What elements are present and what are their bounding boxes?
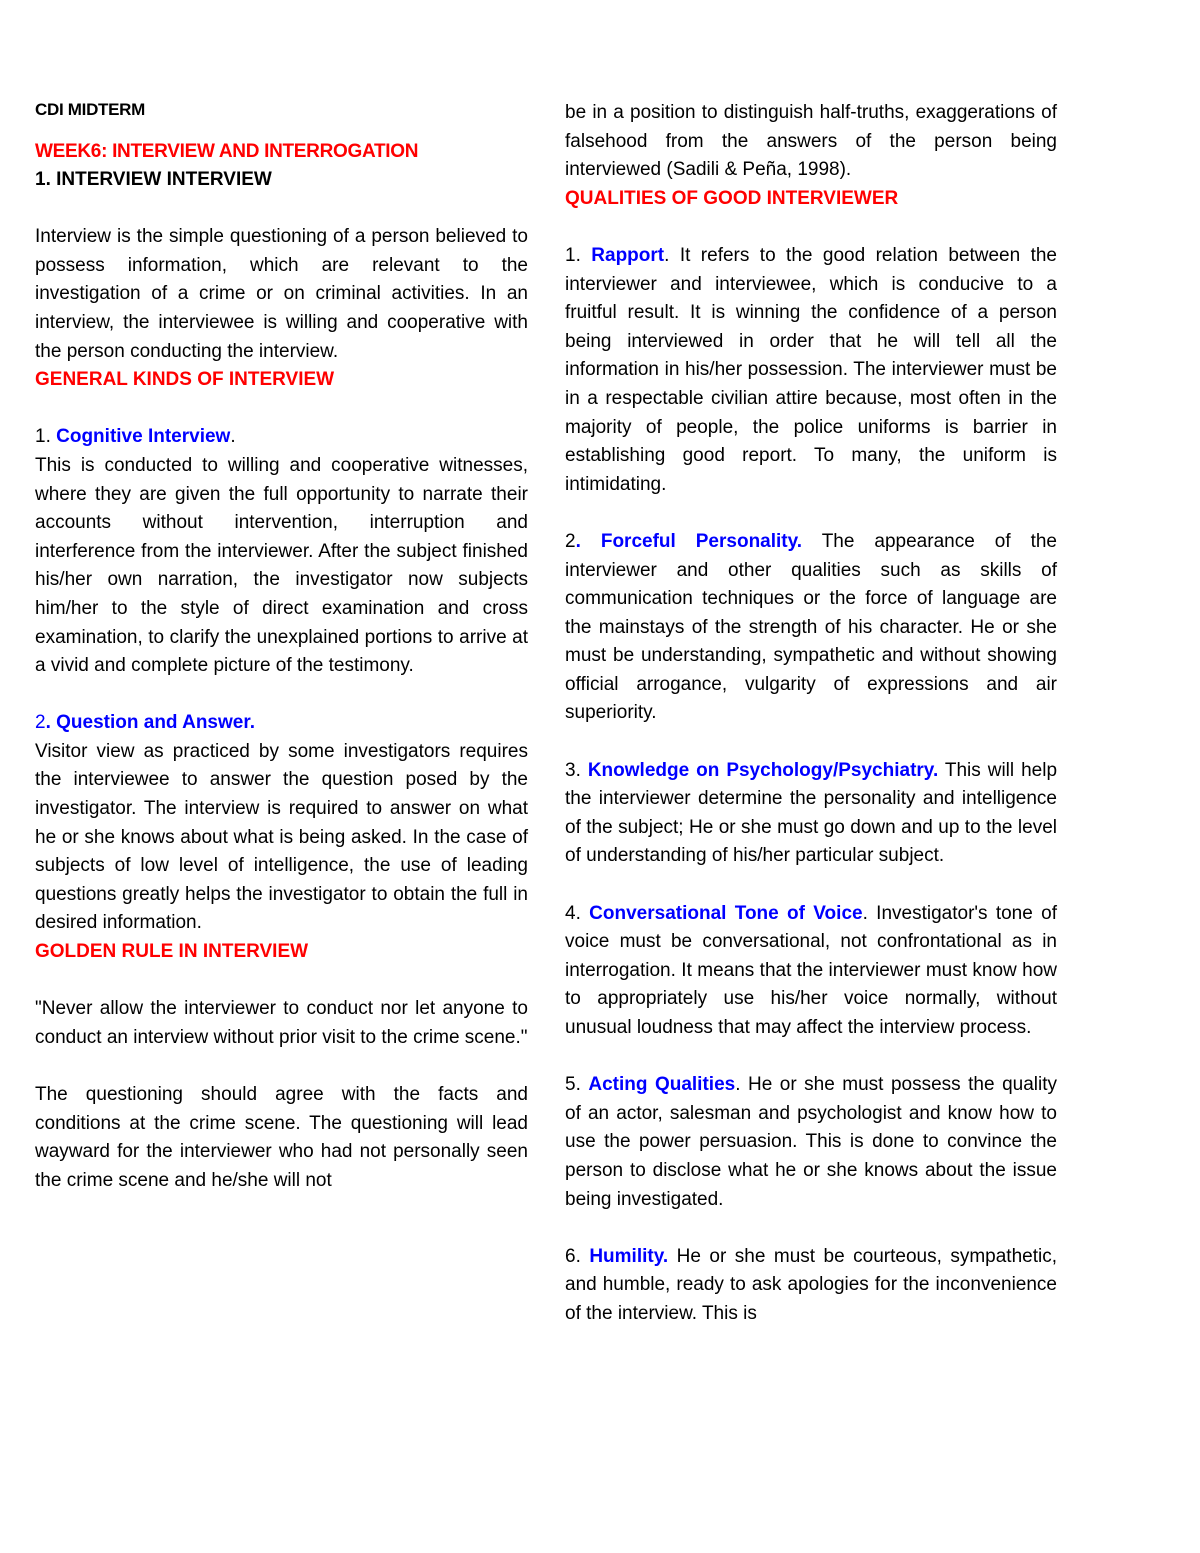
kind2-term: . Question and Answer. (45, 712, 255, 734)
right-column (565, 99, 1057, 1329)
intro-paragraph: Interview is the simple questioning of a person believed to possess information, which are relevant to the investigation of a crime or on criminal activities. In an interview, the interviewee is willing and cooperative with the person conducting the interview. (35, 226, 528, 362)
kind2-title (35, 709, 528, 738)
golden-body: The questioning should agree with the facts and conditions at the crime scene. The questioning will lead wayward for the interviewer who had not personally seen the crime scene and he/she will not (35, 1084, 528, 1191)
kind1-after: . (230, 426, 236, 448)
doc-title: CDI MIDTERM (35, 100, 146, 119)
golden-heading: GOLDEN RULE IN INTERVIEW (35, 941, 309, 963)
kind1-num: 1. (35, 426, 57, 448)
left-column (35, 96, 528, 1195)
quality-term: Acting Qualities (588, 1074, 736, 1096)
kind1-term: Cognitive Interview (56, 426, 231, 448)
quality-humility: 6. Humility. He or she must be courteous, sympathetic, and humble, ready to ask apologies for the inconvenience of the interview. This is (565, 1245, 1057, 1324)
continued-paragraph: be in a position to distinguish half-truths, exaggerations of falsehood from the answers of the person being interviewed (Sadili & Peña, 1998). (565, 102, 1057, 181)
kind1-title (35, 423, 528, 452)
quality-acting-qualities: 5. Acting Qualities. He or she must possess the quality of an actor, salesman and psychologist and know how to use the power persuasion. This is done to convince the person to disclose what he or she knows about the issue being investigated. (565, 1074, 1057, 1210)
quality-term: Rapport (591, 244, 665, 266)
quality-conversational-tone: 4. Conversational Tone of Voice. Investigator's tone of voice must be conversational, not confrontational as in interrogation. It means that the interviewer must know how to appropriately use his/her voice normally, without unusual loudness that may affect the interview process. (565, 902, 1057, 1038)
kind1-body: This is conducted to willing and cooperative witnesses, where they are given the full opportunity to narrate their accounts without intervention, interruption and interference from the interviewer. After the subject finished his/her own narration, the investigator now subjects him/her to the style of direct examination and cross examination, to clarify the unexplained portions to arrive at a vivid and complete picture of the testimony. (35, 454, 528, 677)
kinds-heading: GENERAL KINDS OF INTERVIEW (35, 369, 335, 391)
quality-term: Conversational Tone of Voice (589, 902, 863, 924)
quality-forceful-personality: 2. Forceful Personality. The appearance of the interviewer and other qualities such as skills of communication techniques or the force of language are the mainstays of the strength of his character. He or she must be understanding, sympathetic and without showing official arrogance, vulgarity of expressions and air superiority. (565, 530, 1057, 724)
quality-term: Humility. (589, 1245, 669, 1267)
qualities-heading: QUALITIES OF GOOD INTERVIEWER (565, 187, 899, 209)
kind2-num: 2 (35, 712, 46, 734)
kind2-body: Visitor view as practiced by some investigators requires the interviewee to answer the question posed by the investigator. The interview is required to answer on what he or she knows about what is being asked. In the case of subjects of low level of intelligence, the use of leading questions greatly helps the investigator to obtain the full in desired information. (35, 740, 528, 934)
quality-rapport: 1. Rapport. It refers to the good relation between the interviewer and interviewee, which is conducive to a fruitful result. It is winning the confidence of a person being interviewed in order that he will tell all the information in his/her possession. The interviewer must be in a respectable civilian attire because, most often in the majority of people, the police uniforms is barrier in establishing good report. To many, the uniform is intimidating. (565, 244, 1057, 495)
golden-quote: "Never allow the interviewer to conduct nor let anyone to conduct an interview without prior visit to the crime scene." (35, 998, 528, 1048)
week-heading: WEEK6: INTERVIEW AND INTERROGATION (35, 141, 419, 162)
quality-knowledge-psychology: 3. Knowledge on Psychology/Psychiatry. This will help the interviewer determine the personality and intelligence of the subject; He or she must go down and up to the level of understanding of his/her particular subject. (565, 759, 1058, 867)
section-heading: 1. INTERVIEW INTERVIEW (35, 169, 272, 190)
quality-term: Knowledge on Psychology/Psychiatry. (587, 759, 939, 781)
quality-term: . Forceful Personality. (575, 530, 803, 552)
